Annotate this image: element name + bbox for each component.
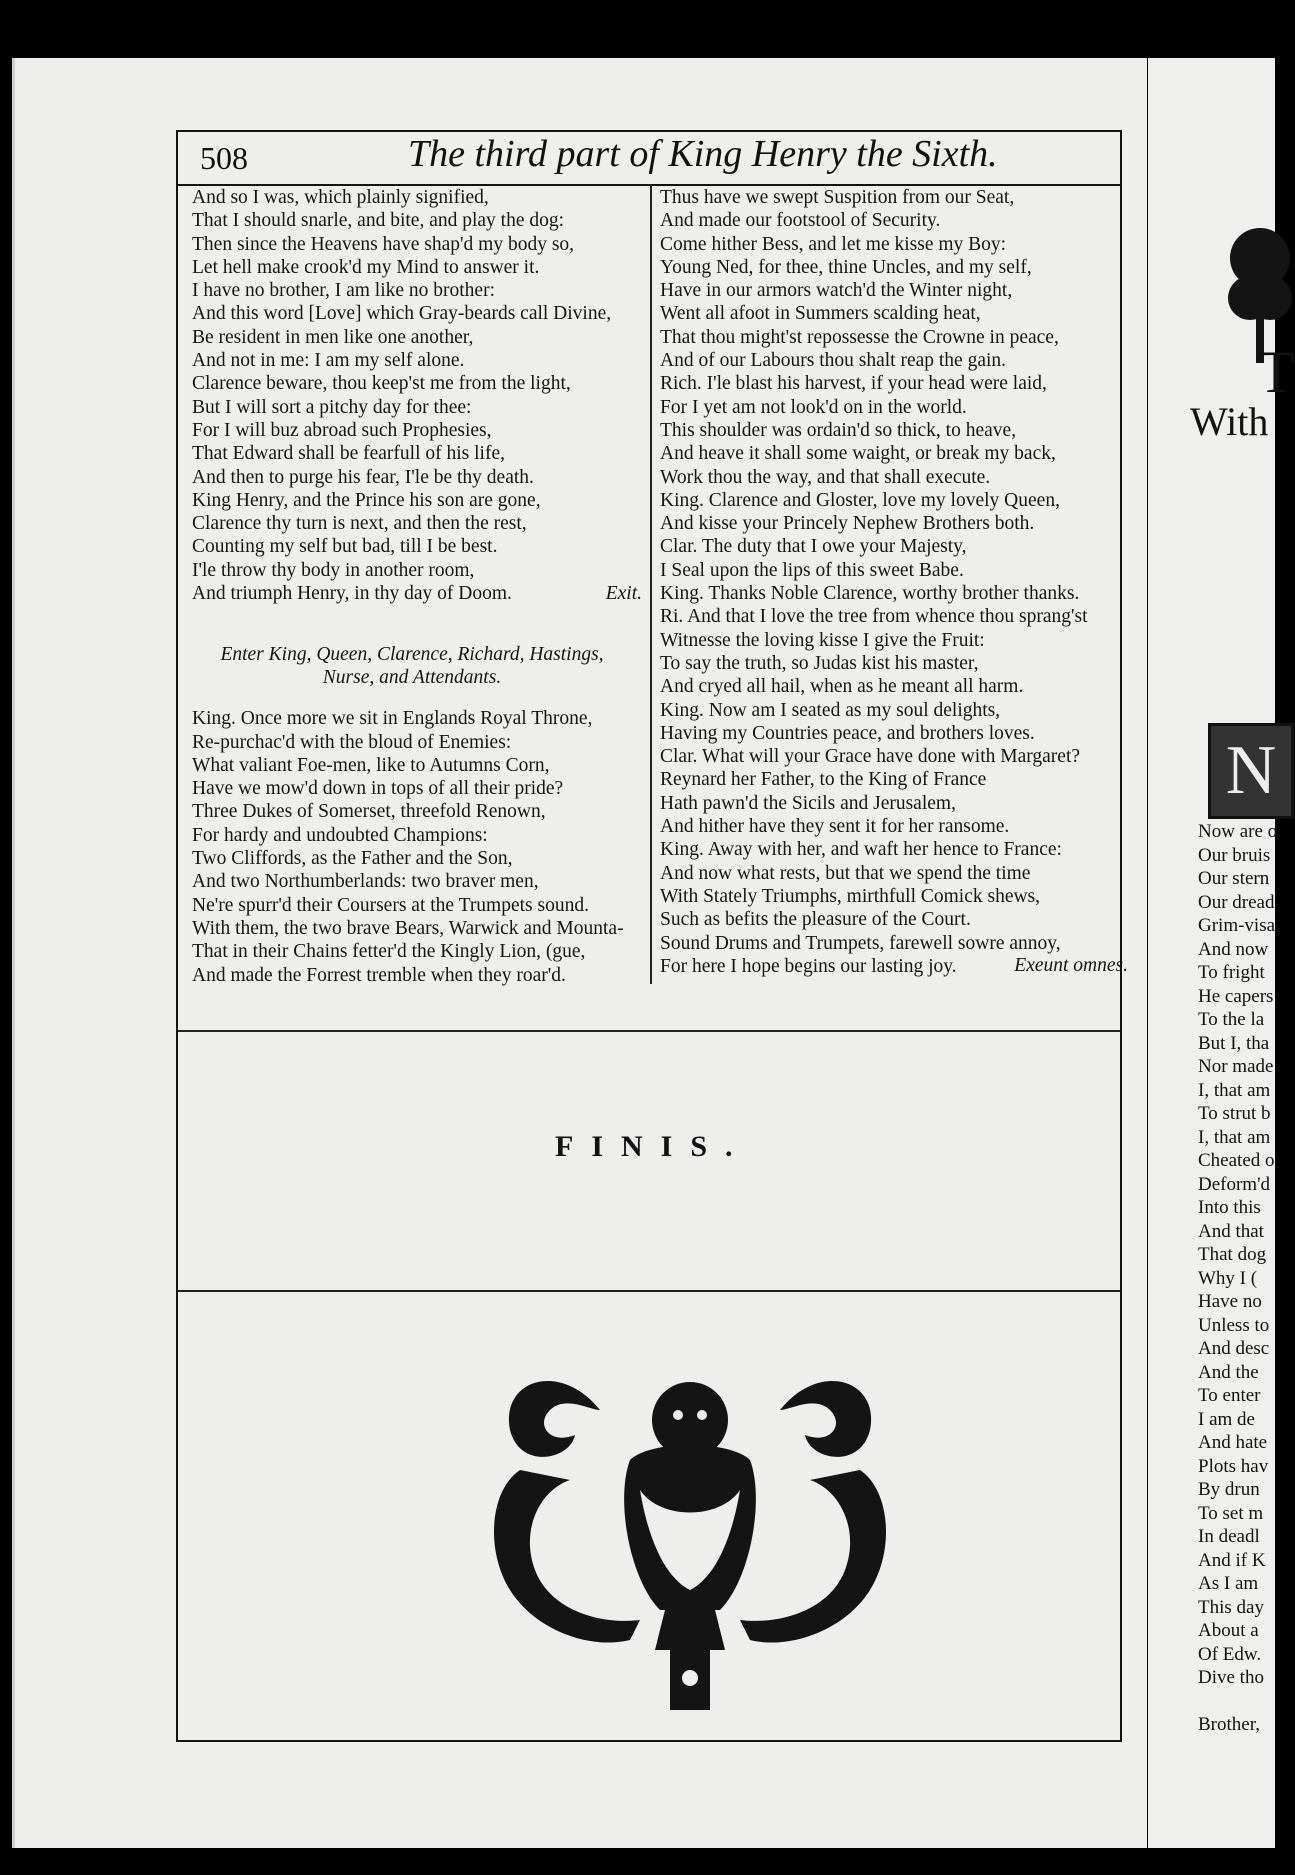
facing-page-line: I, that am	[1198, 1126, 1271, 1148]
verse-line: Young Ned, for thee, thine Uncles, and my self,	[660, 256, 1032, 278]
verse-line: I have no brother, I am like no brother:	[192, 280, 495, 302]
verse-line: Have in our armors watch'd the Winter night,	[660, 280, 1013, 302]
page-header	[178, 132, 1120, 186]
verse-line: And triumph Henry, in thy day of Doom.	[192, 583, 512, 605]
verse-line: For I yet am not look'd on in the world.	[660, 396, 967, 418]
facing-page-line: By drun	[1198, 1479, 1260, 1500]
verse-line: And heave it shall some waight, or break my back,	[660, 443, 1056, 465]
verse-line: That I should snarle, and bite, and play the dog:	[192, 210, 565, 232]
verse-line: I'le throw thy body in another room,	[192, 559, 475, 581]
exit-direction: Exit.	[605, 583, 642, 605]
facing-page-line: Deform'd	[1198, 1173, 1271, 1195]
facing-page-line: To set m	[1198, 1502, 1264, 1524]
facing-page: T With N Now are o Our bruis Our stern Our dread Grim-visa And now To fright He capers To the la But I, tha Nor made I, that am To strut b I, that am Cheated o Deform'd Into this And that That dog Why I ( Have no Unless to And desc And the To enter I am de And hate Plots hav By drun To set m In deadl And if K As I am This day About a Of Edw. Dive tho Brother,	[1148, 58, 1275, 1848]
facing-page-line: As I am	[1198, 1573, 1259, 1594]
verse-line: Then since the Heavens have shap'd my body so,	[192, 233, 575, 255]
verse-line: Re-purchac'd with the bloud of Enemies:	[192, 731, 512, 753]
facing-page-line: And the	[1198, 1361, 1259, 1383]
verse-line: And so I was, which plainly signified,	[192, 187, 489, 208]
facing-page-line: And hate	[1198, 1432, 1268, 1453]
verse-line: Clar. The duty that I owe your Majesty,	[660, 536, 967, 558]
facing-page-line: To the la	[1198, 1009, 1265, 1030]
running-title: The third part of King Henry the Sixth.	[408, 133, 998, 175]
verse-line: Work thou the way, and that shall execute.	[660, 466, 991, 488]
verse-line: King. Thanks Noble Clarence, worthy brother thanks.	[660, 583, 1080, 605]
verse-line: To say the truth, so Judas kist his master,	[660, 652, 979, 674]
facing-page-heading: With	[1190, 399, 1269, 444]
facing-page-line: To enter	[1198, 1385, 1261, 1406]
page-number: 508	[200, 140, 248, 176]
facing-page-line: And now	[1198, 938, 1269, 960]
verse-line: Rich. I'le blast his harvest, if your head were laid,	[660, 373, 1047, 395]
facing-page-line: He capers	[1198, 985, 1274, 1007]
facing-page-line: That dog	[1198, 1244, 1267, 1265]
facing-page-line: This day	[1198, 1596, 1264, 1618]
verse-line: For hardy and undoubted Champions:	[192, 824, 488, 846]
stage-direction-line: Enter King, Queen, Clarence, Richard, Hastings,	[220, 643, 604, 665]
facing-page-line: I am de	[1198, 1408, 1255, 1430]
exeunt-direction: Exeunt omnes.	[1014, 955, 1128, 977]
facing-page-line: Cheated o	[1198, 1150, 1275, 1171]
verse-line: Counting my self but bad, till I be best.	[192, 536, 498, 558]
facing-page-line	[1198, 1690, 1277, 1714]
facing-page-line: And desc	[1198, 1338, 1270, 1359]
left-column	[192, 186, 652, 987]
facing-page-line: Of Edw.	[1198, 1643, 1262, 1665]
verse-line: But I will sort a pitchy day for thee:	[192, 396, 472, 418]
facing-page-line: Have no	[1198, 1291, 1262, 1312]
facing-page-line: To strut b	[1198, 1103, 1271, 1124]
stage-direction-line: Nurse, and Attendants.	[322, 666, 502, 688]
verse-line: And made the Forrest tremble when they roar'd.	[192, 964, 566, 986]
facing-page-line: Plots hav	[1198, 1455, 1269, 1477]
verse-line: And cryed all hail, when as he meant all harm.	[660, 676, 1024, 698]
verse-line: Such as befits the pleasure of the Court.	[660, 909, 971, 931]
verse-line: Have we mow'd down in tops of all their pride?	[192, 778, 564, 800]
verse-line: With Stately Triumphs, mirthfull Comick shews,	[660, 885, 1041, 907]
facing-page-line: But I, tha	[1198, 1032, 1270, 1054]
verse-line: Having my Countries peace, and brothers loves.	[660, 722, 1035, 744]
facing-page-line: Dive tho	[1198, 1667, 1264, 1688]
verse-line: King. Once more we sit in Englands Royal Throne,	[192, 708, 593, 730]
verse-line: For I will buz abroad such Prophesies,	[192, 419, 492, 441]
verse-line: This shoulder was ordain'd so thick, to heave,	[660, 419, 1017, 441]
verse-line: That thou might'st repossesse the Crowne in peace,	[660, 326, 1059, 348]
verse-line: Thus have we swept Suspition from our Seat,	[660, 187, 1015, 208]
divider-rule	[178, 1290, 1120, 1292]
verse-line: King Henry, and the Prince his son are gone,	[192, 489, 541, 511]
facing-page-line: Unless to	[1198, 1314, 1270, 1336]
verse-line: Three Dukes of Somerset, threefold Renown,	[192, 801, 546, 823]
verse-line: What valiant Foe-men, like to Autumns Corn,	[192, 754, 550, 776]
facing-page-line: Our bruis	[1198, 844, 1271, 866]
verse-line: Two Cliffords, as the Father and the Son,	[192, 848, 513, 870]
verse-line: Witnesse the loving kisse I give the Fruit:	[660, 629, 985, 651]
facing-page-line: Nor made	[1198, 1056, 1274, 1077]
facing-page-line: And that	[1198, 1220, 1264, 1242]
verse-line: King. Now am I seated as my soul delights,	[660, 699, 1001, 721]
woodcut-ornament-icon	[480, 1350, 900, 1720]
drop-cap: N	[1208, 723, 1294, 819]
stage-direction	[192, 643, 652, 690]
divider-rule	[178, 1030, 1120, 1032]
verse-line: And made our footstool of Security.	[660, 210, 941, 232]
verse-line: Reynard her Father, to the King of France	[660, 769, 987, 791]
verse-line: That in their Chains fetter'd the Kingly Lion, (gue,	[192, 941, 586, 963]
verse-line: And two Northumberlands: two braver men,	[192, 871, 539, 893]
verse-line: Come hither Bess, and let me kisse my Boy:	[660, 233, 1007, 255]
verse-line: I Seal upon the lips of this sweet Babe.	[660, 559, 964, 581]
verse-line: That Edward shall be fearfull of his life,	[192, 443, 505, 465]
verse-line: King. Away with her, and waft her hence to France:	[660, 839, 1062, 861]
facing-page-line: About a	[1198, 1620, 1259, 1641]
facing-page-line: Into this	[1198, 1197, 1261, 1218]
verse-line: Be resident in men like one another,	[192, 326, 474, 348]
verse-line: And of our Labours thou shalt reap the gain.	[660, 350, 1007, 372]
verse-line: And hither have they sent it for her ransome.	[660, 816, 1010, 838]
verse-line: Went all afoot in Summers scalding heat,	[660, 303, 981, 325]
verse-line: And this word [Love] which Gray-beards call Divine,	[192, 303, 612, 325]
facing-page-line: Brother,	[1198, 1714, 1261, 1735]
verse-line: Clarence thy turn is next, and then the rest,	[192, 513, 527, 535]
facing-page-line: I, that am	[1198, 1079, 1271, 1101]
verse-line: And kisse your Princely Nephew Brothers both.	[660, 513, 1035, 535]
facing-page-line: Our stern	[1198, 868, 1270, 889]
verse-line: And not in me: I am my self alone.	[192, 350, 465, 372]
facing-page-line: In deadl	[1198, 1526, 1260, 1547]
facing-page-line: To fright	[1198, 962, 1265, 983]
facing-page-line: And if K	[1198, 1549, 1266, 1571]
verse-line: With them, the two brave Bears, Warwick and Mounta-	[192, 917, 624, 939]
facing-page-line: Grim-visa	[1198, 915, 1276, 936]
verse-line: Clarence beware, thou keep'st me from the light,	[192, 373, 571, 395]
verse-line: Hath pawn'd the Sicils and Jerusalem,	[660, 792, 956, 814]
verse-line: Ri. And that I love the tree from whence thou sprang'st	[660, 606, 1088, 628]
verse-line: Clar. What will your Grace have done with Margaret?	[660, 746, 1081, 768]
facing-page-text	[1198, 820, 1277, 1737]
verse-line: King. Clarence and Gloster, love my lovely Queen,	[660, 489, 1060, 511]
facing-page-line: Now are o	[1198, 821, 1278, 842]
finis-heading: FINIS.	[555, 1130, 751, 1163]
verse-line: And now what rests, but that we spend the time	[660, 862, 1031, 884]
right-column	[660, 186, 1128, 979]
facing-page-line: Our dread	[1198, 891, 1275, 913]
verse-line: And then to purge his fear, I'le be thy death.	[192, 466, 534, 488]
verse-line: Sound Drums and Trumpets, farewell sowre annoy,	[660, 932, 1061, 954]
facing-page-line: Why I (	[1198, 1267, 1258, 1289]
verse-line: For here I hope begins our lasting joy.	[660, 955, 957, 977]
verse-line: Ne're spurr'd their Coursers at the Trumpets sound.	[192, 894, 589, 916]
verse-line: Let hell make crook'd my Mind to answer it.	[192, 256, 540, 278]
